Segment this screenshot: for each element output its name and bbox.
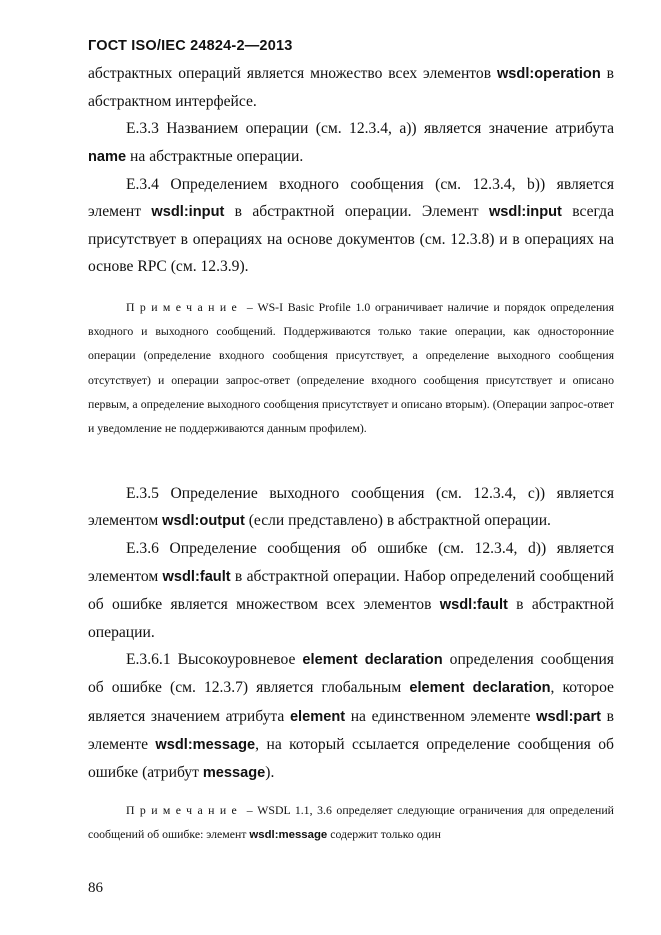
paragraph-e-3-6-1: E.3.6.1 Высокоуровневое element declaration определения сообщения об ошибке (см. 12.3.7) является глобальным element declaration, которое является значением атрибута element на единственном элементе wsdl:part в элементе wsdl:message, на который ссылается определение сообщения об ошибке (атрибут message). — [88, 651, 614, 782]
keyword: wsdl:output — [162, 513, 245, 530]
paragraph-e-3-6: E.3.6 Определение сообщения об ошибке (см. 12.3.4, d)) является элементом wsdl:fault в абстрактной операции. Набор определений сообщений об ошибке является множеством всех элементов wsdl:fault в абстрактной операции. — [88, 540, 615, 642]
note-2 — [88, 798, 614, 847]
keyword: wsdl:part — [536, 708, 602, 725]
keyword: wsdl:fault — [162, 568, 231, 585]
paragraph-e-3-3: E.3.3 Названием операции (см. 12.3.4, a)) является значение атрибута name на абстрактные операции. — [88, 120, 614, 165]
keyword: element declaration — [409, 680, 551, 697]
keyword: wsdl:fault — [439, 596, 508, 613]
note-label: Примечание — [126, 300, 243, 314]
keyword: message — [202, 765, 266, 782]
keyword: element — [289, 708, 346, 725]
paragraph-e-3-4: E.3.4 Определением входного сообщения (см. 12.3.4, b)) является элемент wsdl:input в абстрактной операции. Элемент wsdl:input всегда присутствует в операциях на основе документов (см. 12.3.8) и в операциях на основе RPC (см. 12.3.9). — [88, 175, 615, 276]
body-block-1 — [88, 60, 614, 281]
paragraph-e-3-5: E.3.5 Определение выходного сообщения (см. 12.3.4, c)) является элементом wsdl:output (если представлено) в абстрактной операции. — [88, 485, 614, 530]
body-block-2 — [88, 480, 614, 787]
keyword: wsdl:input — [488, 204, 562, 221]
document-header: ГОСТ ISO/IEC 24824-2—2013 — [88, 38, 293, 54]
note-label: Примечание — [126, 803, 243, 817]
note-paragraph: Примечание – WS-I Basic Profile 1.0 ограничивает наличие и порядок определения входного и выходного сообщений. Поддерживаются только такие операции, как односторонние операции (определение входного сообщения присутствует, а определение выходного сообщения отсутствует) и операции запрос-ответ (определение входного сообщения присутствует и описано первым, а определение выходного сообщения присутствует и описано вторым). (Операции запрос-ответ и уведомление не поддерживаются данным профилем). — [88, 300, 614, 436]
keyword: name — [88, 148, 127, 165]
paragraph-continued: абстрактных операций является множество всех элементов wsdl:operation в абстрактном интерфейсе. — [88, 65, 614, 111]
keyword: element declaration — [302, 652, 443, 669]
keyword: wsdl:operation — [496, 66, 601, 82]
page-number: 86 — [88, 880, 103, 896]
keyword: wsdl:input — [151, 204, 225, 221]
keyword: wsdl:message — [249, 829, 328, 842]
note-1 — [88, 295, 614, 440]
note-paragraph: Примечание – WSDL 1.1, 3.6 определяет следующие ограничения для определений сообщений об ошибке: элемент wsdl:message содержит только один — [88, 803, 614, 842]
keyword: wsdl:message — [155, 736, 256, 753]
